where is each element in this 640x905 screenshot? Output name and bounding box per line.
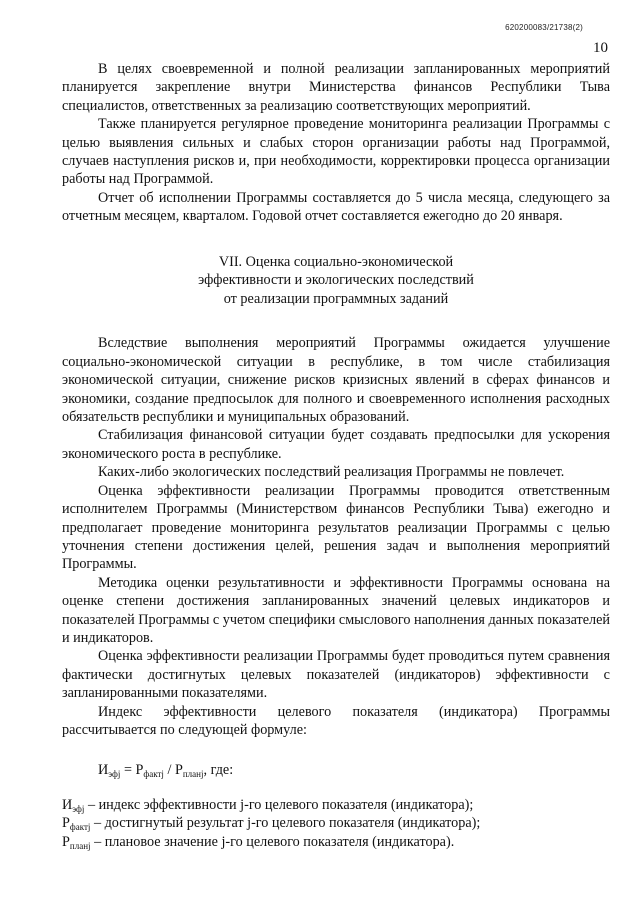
- formula-symbol: И: [98, 762, 109, 779]
- heading-line: VII. Оценка социально-экономической: [218, 253, 454, 270]
- formula: [98, 761, 610, 779]
- section-heading: [62, 253, 610, 309]
- definition-item: [62, 814, 610, 832]
- definition-symbol: Р: [62, 815, 70, 832]
- definitions-list: [62, 796, 610, 851]
- definition-symbol: И: [62, 796, 73, 813]
- formula-operator: / Р: [163, 762, 183, 779]
- definition-subscript: планj: [69, 840, 91, 851]
- definition-text: – достигнутый результат j-го целевого показателя (индикатора);: [90, 815, 481, 832]
- formula-subscript: планj: [182, 769, 204, 780]
- document-body: [62, 60, 610, 851]
- heading-line: эффективности и экологических последствий: [198, 272, 474, 289]
- paragraph: Также планируется регулярное проведение мониторинга реализации Программы с целью выявления сильных и слабых сторон организации работы над Программой, случаев наступления рисков и, при необходимости, корректировки процесса организации работы над Программой.: [62, 116, 610, 188]
- formula-tail: , где:: [203, 762, 234, 779]
- formula-operator: = Р: [120, 762, 144, 779]
- paragraph: Оценка эффективности реализации Программы проводится ответственным исполнителем Программы (Министерством финансов Республики Тыва) ежегодно и предполагает проведение мониторинга результатов реализации Программы с целью уточнения степени достижения целей, решения задач и выполнения мероприятий Программы.: [62, 482, 610, 573]
- paragraph: Вследствие выполнения мероприятий Программы ожидается улучшение социально-экономической ситуации в республике, в том числе стабилизация экономической ситуации, снижение рисков кризисных явлений в сферах финансов и экономики, создание предпосылок для полного и своевременного исполнения расходных обязательств республики и муниципальных образований.: [62, 335, 610, 426]
- formula-subscript: фактj: [143, 769, 164, 780]
- heading-line: от реализации программных заданий: [223, 290, 449, 307]
- paragraph: Отчет об исполнении Программы составляется до 5 числа месяца, следующего за отчетным месяцем, кварталом. Годовой отчет составляется ежегодно до 20 января.: [62, 189, 610, 225]
- paragraph: Оценка эффективности реализации Программы будет проводиться путем сравнения фактически достигнутых целевых показателей (индикаторов) эффективности с запланированными показателями.: [62, 648, 610, 702]
- paragraph: Каких-либо экологических последствий реализация Программы не повлечет.: [98, 464, 565, 481]
- paragraph: Индекс эффективности целевого показателя (индикатора) Программы рассчитывается по следующей формуле:: [62, 703, 610, 738]
- definition-text: – плановое значение j-го целевого показателя (индикатора).: [90, 833, 455, 850]
- formula-subscript: эфj: [108, 769, 121, 780]
- definition-symbol: Р: [62, 833, 70, 850]
- definition-item: [62, 833, 610, 851]
- page-number: 10: [593, 40, 608, 56]
- definition-item: [62, 796, 610, 814]
- definition-subscript: фактj: [69, 822, 91, 833]
- paragraph: Стабилизация финансовой ситуации будет создавать предпосылки для ускорения экономического роста в республике.: [62, 427, 610, 462]
- document-id: 620200083/21738(2): [505, 23, 583, 32]
- paragraph: Методика оценки результативности и эффективности Программы основана на оценке степени достижения запланированных значений целевых индикаторов и показателей Программы с учетом специфики смыслового наполнения данных показателей и индикаторов.: [62, 574, 610, 646]
- definition-subscript: эфj: [72, 803, 85, 814]
- definition-text: – индекс эффективности j-го целевого показателя (индикатора);: [84, 796, 474, 813]
- paragraph: В целях своевременной и полной реализации запланированных мероприятий планируется закрепление внутри Министерства финансов Республики Тыва специалистов, ответственных за реализацию соответствующих мероприятий.: [62, 61, 610, 114]
